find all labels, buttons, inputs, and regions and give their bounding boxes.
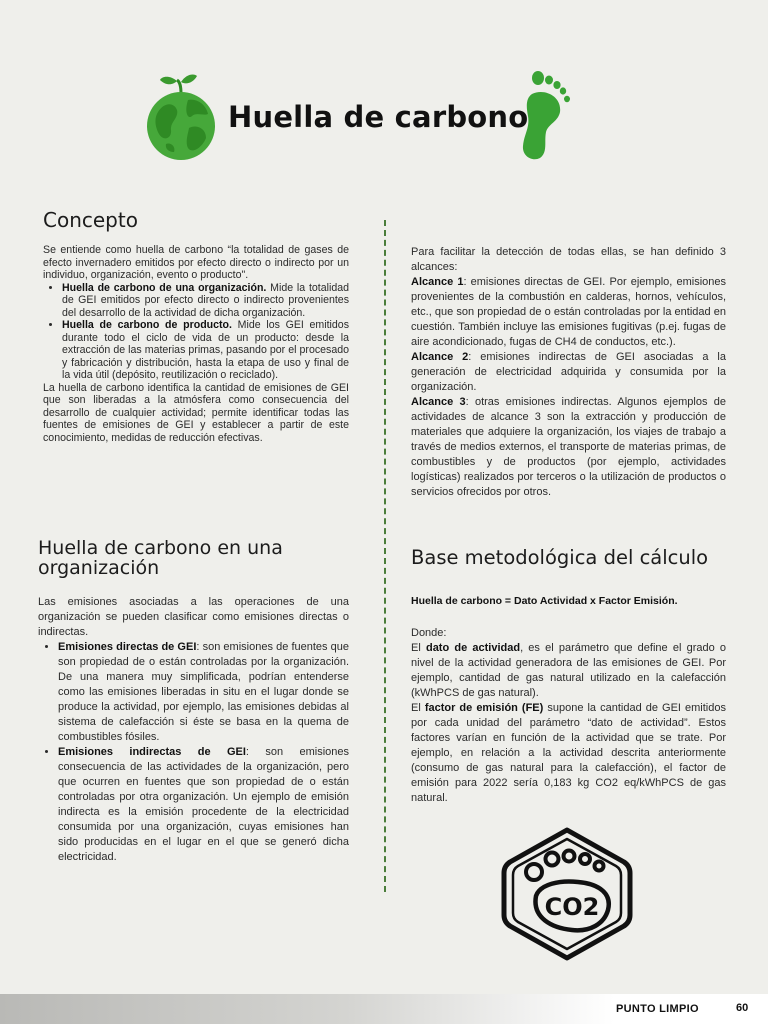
- list-item: • Huella de carbono de producto. Mide los GEI emitidos durante todo el ciclo de vida de un producto: desde la extracción de las materias primas, pasando por el procesado y fabricación y distribución, hasta la etapa de uso y final de la vida útil (depósito, reutilización o reciclado).: [62, 319, 349, 382]
- page-title: Huella de carbono: [228, 100, 529, 134]
- dato-actividad-paragraph: El dato de actividad, es el parámetro que define el grado o nivel de la actividad generadora de las emisiones de GEI. Por ejemplo, cantidad de gas natural utilizado en la calefacción (kWhPCS de gas natural).: [411, 642, 726, 699]
- list-item: • Huella de carbono de una organización. Mide la totalidad de GEI emitidos por efecto directo o indirecto provenientes del desarrollo de la actividad de dicha organización.: [62, 282, 349, 320]
- concepto-outro: La huella de carbono identifica la cantidad de emisiones de GEI que son liberadas a la atmósfera como consecuencia del desarrollo de cualquier actividad; permite identificar todas las fuentes de emisiones de GEI y establecer a partir de este conocimiento, medidas de reducción efectivas.: [43, 381, 349, 444]
- organizacion-body: [38, 595, 349, 865]
- donde-label: Donde:: [411, 627, 447, 639]
- section-heading-organizacion: Huella de carbono en una organización: [38, 537, 283, 579]
- page-number: 60: [736, 1002, 749, 1014]
- column-divider: [384, 220, 386, 892]
- organizacion-intro: Las emisiones asociadas a las operaciones de una organización se pueden clasificar como emisiones directas o indirectas.: [38, 596, 349, 638]
- base-body: [411, 626, 726, 806]
- concepto-intro: Se entiende como huella de carbono “la totalidad de gases de efecto invernadero emitidos por efecto directo o indirecto por un individuo, organización, evento o producto".: [43, 244, 349, 281]
- footer-label: PUNTO LIMPIO: [616, 1003, 699, 1015]
- list-item: • Emisiones directas de GEI: son emisiones de fuentes que son propiedad de o están controladas por la organización. De una manera muy simplificada, podrían entenderse como las emisiones liberadas in situ en el lugar donde se produce la actividad, por ejemplo, las emisiones debidas al sistema de calefacción si éste se basa en la quema de combustibles fósiles.: [58, 640, 349, 745]
- alcances-body: [411, 245, 726, 500]
- co2-footprint-icon: [500, 826, 634, 962]
- alcance-2: Alcance 2: emisiones indirectas de GEI asociadas a la generación de electricidad adquirida y consumida por la organización.: [411, 351, 726, 393]
- section-heading-base: Base metodológica del cálculo: [411, 546, 709, 569]
- co2-label: CO2: [544, 893, 600, 921]
- alcance-1: Alcance 1: emisiones directas de GEI. Por ejemplo, emisiones provenientes de la combustión en calderas, hornos, vehículos, etc., que son propiedad de o están controladas por la entidad en cuestión. También incluye las emisiones fugitivas (p.ej. fugas de aire acondicionado, fugas de CH4 de conductos, etc.).: [411, 276, 726, 348]
- list-item: • Emisiones indirectas de GEI: son emisiones consecuencia de las actividades de la organización, pero que ocurren en fuentes que son propiedad de o están controladas por otra organización. Un ejemplo de emisión indirecta es la emisión procedente de la electricidad consumida por una organización, cuyas emisiones han sido producidas en el lugar en el que se generó dicha electricidad.: [58, 745, 349, 865]
- alcances-intro: Para facilitar la detección de todas ellas, se han definido 3 alcances:: [411, 246, 726, 273]
- concepto-bullets: [43, 282, 349, 382]
- alcance-3: Alcance 3: otras emisiones indirectas. Algunos ejemplos de actividades de alcance 3 son la extracción y producción de materiales que adquiere la organización, los viajes de trabajo a través de medios externos, el transporte de materias primas, de combustibles y de productos (por ejemplo, actividades logísticas) realizados por terceros o la utilización de productos o servicios ofrecidos por otros.: [411, 396, 726, 498]
- concepto-body: [43, 244, 349, 444]
- organizacion-bullets: [38, 640, 349, 865]
- formula: Huella de carbono = Dato Actividad x Factor Emisión.: [411, 595, 678, 607]
- factor-emision-paragraph: El factor de emisión (FE) supone la cantidad de GEI emitidos por cada unidad del parámetro “dato de actividad”. Estos factores varían en función de la actividad que se trate. Por ejemplo, en relación a la actividad descrita anteriormente (consumo de gas natural para la calefacción), el factor de emisión para 2022 sería 0,183 kg CO2 eq/kWhPCS de gas natural.: [411, 702, 726, 804]
- globe-sprout-icon: [144, 72, 218, 162]
- section-heading-concepto: Concepto: [43, 208, 138, 232]
